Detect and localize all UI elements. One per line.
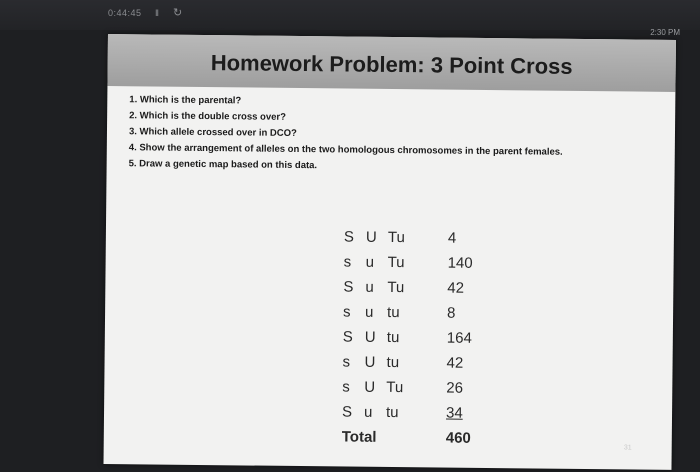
allele-u: u: [365, 303, 374, 321]
allele-u: U: [364, 353, 376, 371]
allele-s: S: [342, 328, 353, 346]
allele-s: s: [343, 303, 351, 321]
table-row: [342, 399, 486, 426]
allele-u: u: [365, 278, 374, 296]
allele-tu: tu: [387, 303, 400, 322]
progeny-count: 4: [447, 229, 457, 247]
replay-icon[interactable]: ↻: [173, 7, 183, 19]
slide-page-number: 31: [623, 444, 632, 452]
allele-s: S: [343, 228, 354, 246]
question-item: 4. Show the arrangement of alleles on the two homologous chromosomes in the parent females.: [128, 142, 563, 158]
allele-u: u: [363, 403, 373, 421]
slide: [103, 34, 675, 470]
progeny-count: 34: [445, 404, 463, 422]
progeny-count: 42: [447, 279, 465, 297]
question-item: 1. Which is the parental?: [129, 94, 242, 107]
allele-tu: Tu: [387, 228, 405, 247]
question-list: [107, 92, 676, 178]
allele-tu: tu: [386, 328, 400, 347]
progeny-count: 26: [446, 379, 464, 397]
allele-tu: tu: [386, 353, 400, 372]
progeny-count: 140: [447, 254, 473, 272]
progeny-count: 42: [446, 354, 464, 372]
slide-header: [107, 34, 676, 92]
allele-u: U: [365, 228, 377, 246]
allele-tu: Tu: [386, 378, 404, 397]
allele-u: U: [364, 328, 376, 346]
table-row: [343, 324, 487, 351]
table-row: [343, 249, 487, 276]
progeny-count: 164: [446, 329, 472, 347]
table-row: [343, 299, 487, 326]
cross-data-table: [342, 224, 488, 450]
question-item: 3. Which allele crossed over in DCO?: [128, 126, 297, 139]
table-row: [344, 224, 488, 251]
allele-s: s: [342, 353, 351, 371]
video-player-bar: [0, 0, 700, 30]
allele-s: s: [343, 253, 352, 271]
slide-title: Homework Problem: 3 Point Cross: [210, 50, 573, 79]
allele-u: u: [365, 253, 375, 271]
allele-s: s: [342, 378, 350, 396]
table-row: [342, 349, 486, 376]
clock: 2:30 PM: [650, 28, 680, 37]
allele-tu: Tu: [387, 278, 405, 297]
question-item: 2. Which is the double cross over?: [129, 110, 286, 123]
table-row: [342, 374, 486, 401]
allele-s: S: [343, 278, 354, 296]
progeny-count: 8: [447, 304, 456, 322]
allele-tu: Tu: [387, 253, 405, 272]
question-item: 5. Draw a genetic map based on this data.: [128, 158, 318, 172]
total-label: Total: [341, 428, 377, 446]
table-row: [343, 274, 487, 301]
total-row: [342, 424, 486, 451]
playback-time: 0:44:45: [108, 8, 142, 18]
allele-u: U: [364, 378, 376, 396]
total-value: 460: [445, 429, 471, 447]
allele-s: S: [341, 403, 353, 421]
pause-icon[interactable]: II: [155, 8, 159, 18]
allele-tu: tu: [385, 403, 399, 422]
